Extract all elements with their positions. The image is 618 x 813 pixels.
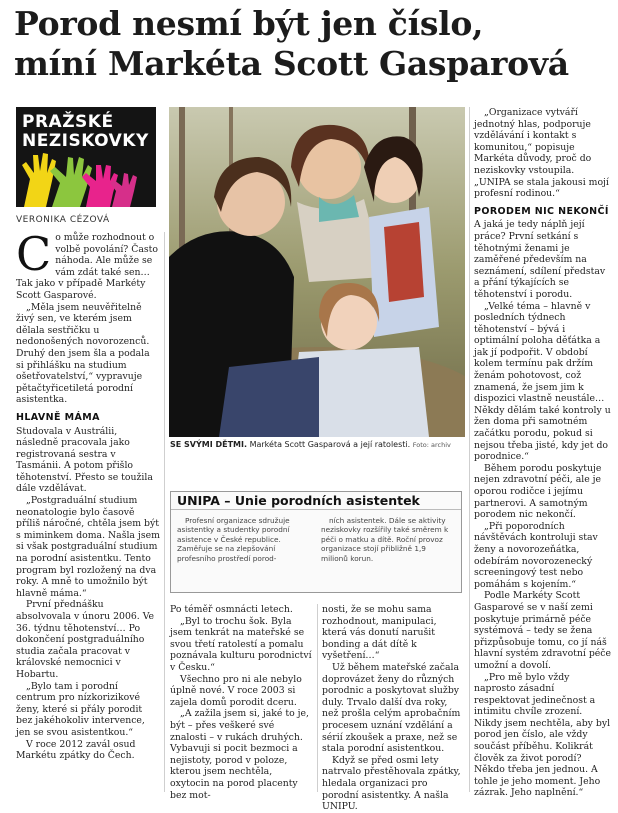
paragraph: A jaká je tedy náplň její práce? První setkání s těhotnými ženami je zaměřené především na seznámení, sdílení představ a přání týkajících se těhotenství i porodu. [474, 219, 606, 300]
article-column-2 [170, 604, 312, 801]
paragraph: „Pro mě bylo vždy naprosto zásadní respektovat jedinečnost a intimitu chvíle zrození. Nikdy jsem nechtěla, aby byl porod jen číslo, ale vždy součást příběhu. Kolikrát člověk za život porodí? Někdo třeba jen jednou. A tohle je jeho moment. Jeho zázrak. Jeho naplnění.“ [474, 671, 611, 799]
article-column-4 [474, 107, 612, 799]
author-byline: VERONIKA CÉZOVÁ [16, 215, 110, 225]
section-badge [16, 107, 156, 207]
article-column-1 [16, 227, 160, 762]
intro-paragraph: Co může rozhodnout o volbě povolání? Často náhoda. Ale může se vám zdát také sen… Tak jako v případě Markéty Scott Gasparové. [16, 227, 159, 301]
column-divider [164, 232, 165, 792]
paragraph: Po téměř osmnácti letech. [170, 604, 293, 615]
paragraph: „Organizace vytváří jednotný hlas, podporuje vzdělávání i kontakt s komunitou,“ popisuje Markéta důvody, proč do neziskovky vstoupila. „UNIPA se stala jakousi mojí profesní rodinou.“ [474, 107, 609, 200]
badge-title [22, 113, 149, 151]
info-box-left [177, 516, 311, 563]
headline-line-1: Porod nesmí být jen číslo, [14, 4, 484, 43]
paragraph: „Postgraduální studium neonatologie bylo časově příliš náročné, chtěla jsem být s miminkem doma. Našla jsem si však postgraduální studium na porodní asistentku. Tento program byl rozložený na dva roky. A mně to umožnilo být hlavně máma.“ [16, 495, 160, 599]
paragraph: nosti, že se mohu sama rozhodnout, manipulaci, která vás donutí narušit bonding a dát dítě k vyšetření…“ [322, 604, 437, 662]
paragraph: „Bylo tam i porodní centrum pro nízkorizikové ženy, které si přály porodit bez jakéhokoliv intervence, jen se svou asistentkou.“ [16, 680, 145, 738]
headline-line-2: míní Markéta Scott Gasparová [14, 44, 569, 83]
paragraph: Už během mateřské začala doprovázet ženy do různých porodnic a poskytovat služby duly. Trvalo další dva roky, než prošla celým aprobačním procesem uznání vzdělání a sérií zkoušek a praxe, než se stala porodní asistentkou. [322, 661, 461, 755]
paragraph: Všechno pro ni ale nebylo úplně nové. V roce 2003 si zajela domů porodit dceru. [170, 673, 302, 708]
paragraph: Studovala v Austrálii, následně pracovala jako registrovaná sestra v Tasmánii. A potom přišlo těhotenství. Přesto se toužila dále vzdělávat. [16, 425, 153, 495]
paragraph: „Při poporodních návštěvách kontroluji stav ženy a novorozeňátka, odebírám novorozenecký screeningový test nebo pomáhám s kojením.“ [474, 520, 598, 590]
column-divider [317, 604, 318, 792]
paragraph: První přednášku absolvovala v únoru 2006. Ve 36. týdnu těhotenství… Po dokončení postgraduálního studia začala pracovat v královské nemocnici v Hobartu. [16, 599, 155, 680]
paragraph: „Měla jsem neuvěřitelně živý sen, ve kterém jsem dělala sestřičku u nedonošených novorozenců. Druhý den jsem šla a podala si přihlášku na studium ošetřovatelství,“ vypravuje pětačtyřicetiletá porodní asistentka. [16, 301, 150, 406]
info-box-unipa [170, 491, 462, 593]
info-box-text: Profesní organizace sdružuje asistentky a studentky porodní asistence v České republice. Zaměřuje se na zlepšování profesního prostředí porod- [177, 516, 290, 563]
caption-text: Markéta Scott Gasparová a její ratolesti. [249, 440, 411, 449]
paragraph: V roce 2012 zavál osud Markétu zpátky do Čech. [16, 738, 136, 762]
paragraph: Během porodu poskytuje nejen zdravotní péči, ale je oporou rodičce i jejímu partnerovi. A samotným porodem nic nekončí. [474, 462, 602, 521]
photo-illustration [169, 107, 465, 437]
caption-source: Foto: archiv [412, 441, 451, 449]
column-divider [469, 107, 470, 792]
headline [14, 4, 614, 84]
info-box-text: ních asistentek. Dále se aktivity neziskovky rozšířily také směrem k péči o matku a dítě. Roční provoz organizace stojí přibližně 1,9 milionů korun. [321, 516, 449, 563]
subheading-hlavne-mama: HLAVNĚ MÁMA [16, 411, 100, 423]
family-photo [169, 107, 465, 437]
badge-line-1: PRAŽSKÉ [22, 112, 114, 132]
paragraph: Podle Markéty Scott Gasparové se v naší zemi poskytuje primárně péče systémová – tedy se žena přizpůsobuje tomu, co jí náš hlavní systém zdravotní péče umožní a dovolí. [474, 590, 611, 671]
article-column-3 [322, 604, 464, 813]
info-box-right [321, 516, 455, 563]
photo-caption [170, 440, 470, 449]
badge-line-2: NEZISKOVKY [22, 131, 149, 151]
paragraph: „Byl to trochu šok. Byla jsem tenkrát na mateřské se svou třetí ratolestí a pomalu poznávala kulturu porodnictví v Česku.“ [170, 615, 312, 673]
paragraph: „A zažila jsem si, jaké to je, být – přes veškeré své znalosti – v rukách druhých. Vybavuji si pocit bezmoci a nejistoty, porod v poloze, kterou jsem nechtěla, oxytocin na porod placenty bez mot- [170, 708, 309, 801]
subheading-porodem-nic-nekonci: PORODEM NIC NEKONČÍ [474, 205, 609, 217]
drop-cap: C [16, 227, 52, 281]
paragraph: Když se před osmi lety natrvalo přestěhovala zpátky, hledala organizaci pro porodní asistentky. A našla UNIPU. [322, 754, 461, 813]
caption-lead: SE SVÝMI DĚTMI. [170, 440, 248, 449]
paragraph: „Velké téma – hlavně v posledních týdnech těhotenství – bývá i optimální poloha děťátka a jak jí podpořit. V období kolem termínu pak držím ženám pohotovost, což znamená, že jsem jim k dispozici vlastně neustále… Někdy dělám také kontroly u žen doma při samotném začátku porodu, pokud si nejsou třeba jisté, kdy jet do porodnice.“ [474, 300, 611, 463]
info-box-title: UNIPA – Unie porodních asistentek [171, 492, 461, 510]
